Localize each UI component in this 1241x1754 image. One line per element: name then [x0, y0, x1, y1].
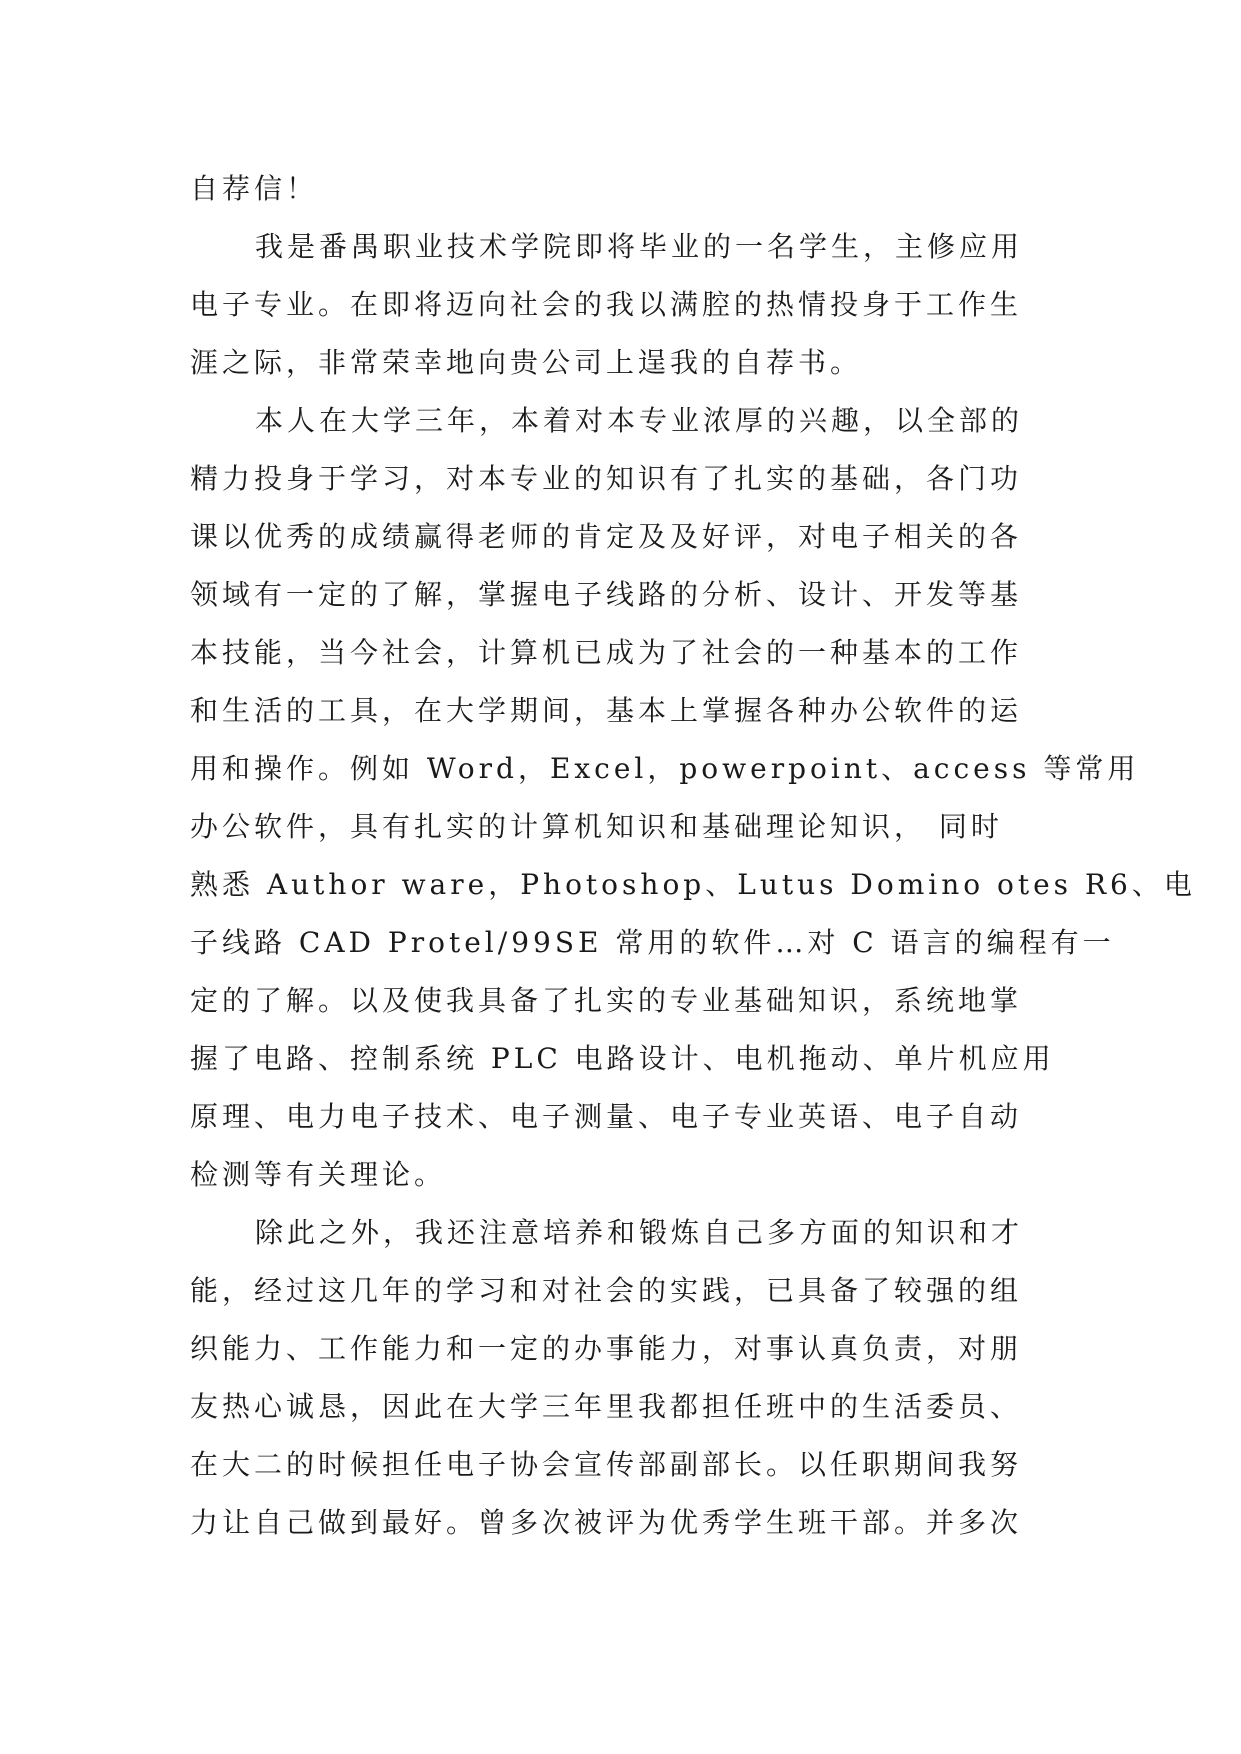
paragraph-2-line: 握了电路、控制系统 PLC 电路设计、电机拖动、单片机应用	[190, 1042, 1055, 1075]
paragraph-3-line: 在大二的时候担任电子协会宣传部副部长。以任职期间我努	[190, 1448, 1023, 1481]
paragraph-2-line: 定的了解。以及使我具备了扎实的专业基础知识，系统地掌	[190, 984, 1023, 1017]
paragraph-2-line: 子线路 CAD Protel/99SE 常用的软件…对 C 语言的编程有一	[190, 926, 1115, 959]
paragraph-2-line: 用和操作。例如 Word，Excel，powerpoint、access 等常用	[190, 752, 1140, 785]
paragraph-2-line: 精力投身于学习，对本专业的知识有了扎实的基础，各门功	[190, 462, 1023, 495]
paragraph-2-line: 检测等有关理论。	[190, 1158, 447, 1191]
paragraph-2-line: 熟悉 Author ware，Photoshop、Lutus Domino otes R6、电	[190, 868, 1196, 901]
paragraph-3-line: 能，经过这几年的学习和对社会的实践，已具备了较强的组	[190, 1274, 1023, 1307]
paragraph-2-line: 和生活的工具，在大学期间，基本上掌握各种办公软件的运	[190, 694, 1023, 727]
letter-body	[190, 160, 1196, 1552]
paragraph-2-line: 本人在大学三年，本着对本专业浓厚的兴趣，以全部的	[255, 404, 1024, 437]
paragraph-2-line: 办公软件，具有扎实的计算机知识和基础理论知识， 同时	[190, 810, 1003, 843]
paragraph-2-line: 领域有一定的了解，掌握电子线路的分析、设计、开发等基	[190, 578, 1023, 611]
paragraph-3-line: 织能力、工作能力和一定的办事能力，对事认真负责，对朋	[190, 1332, 1023, 1365]
paragraph-2-line: 原理、电力电子技术、电子测量、电子专业英语、电子自动	[190, 1100, 1023, 1133]
paragraph-3-line: 力让自己做到最好。曾多次被评为优秀学生班干部。并多次	[190, 1506, 1023, 1539]
paragraph-1-line: 我是番禺职业技术学院即将毕业的一名学生，主修应用	[255, 230, 1024, 263]
paragraph-3-line: 除此之外，我还注意培养和锻炼自己多方面的知识和才	[255, 1216, 1024, 1249]
paragraph-1-line: 电子专业。在即将迈向社会的我以满腔的热情投身于工作生	[190, 288, 1023, 321]
letter-title: 自荐信！	[190, 172, 319, 205]
paragraph-1-line: 涯之际，非常荣幸地向贵公司上逞我的自荐书。	[190, 346, 863, 379]
paragraph-2-line: 本技能，当今社会，计算机已成为了社会的一种基本的工作	[190, 636, 1023, 669]
paragraph-2-line: 课以优秀的成绩赢得老师的肯定及及好评，对电子相关的各	[190, 520, 1023, 553]
paragraph-3-line: 友热心诚恳，因此在大学三年里我都担任班中的生活委员、	[190, 1390, 1023, 1423]
